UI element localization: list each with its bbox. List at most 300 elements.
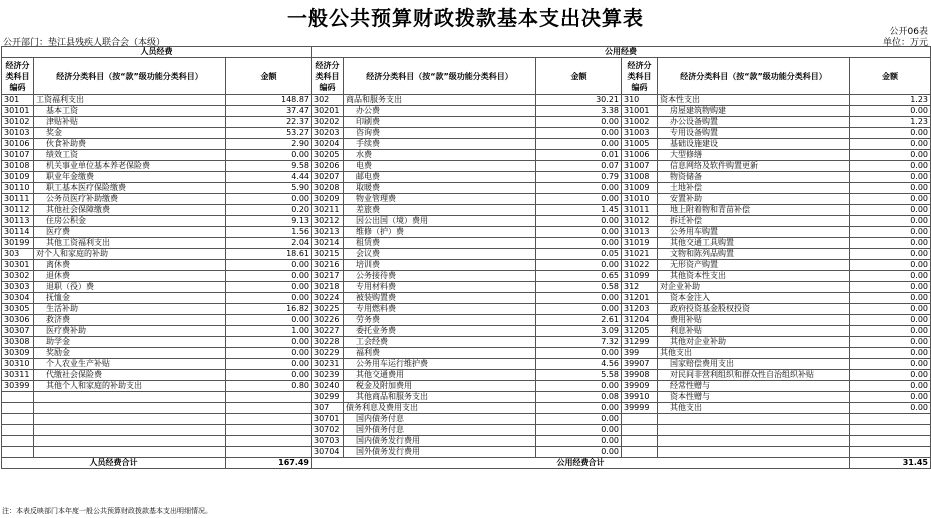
name-cell: 国内债务付息 [344, 414, 536, 425]
name-cell: 其他支出 [658, 348, 850, 359]
code-cell: 31001 [622, 106, 658, 117]
amount-cell: 0.00 [850, 216, 931, 227]
amount-cell: 0.00 [850, 293, 931, 304]
name-cell: 资本性赠与 [658, 392, 850, 403]
table-row [2, 315, 931, 326]
name-cell: 助学金 [34, 337, 226, 348]
code-cell: 30704 [312, 447, 344, 458]
table-row [2, 161, 931, 172]
name-cell: 土地补偿 [658, 183, 850, 194]
code-cell: 30310 [2, 359, 34, 370]
code-cell: 31205 [622, 326, 658, 337]
table-row [2, 337, 931, 348]
code-cell: 31008 [622, 172, 658, 183]
code-cell: 30107 [2, 150, 34, 161]
amount-header: 金额 [850, 58, 931, 95]
code-cell: 30309 [2, 348, 34, 359]
amount-cell: 5.90 [226, 183, 312, 194]
amount-cell: 0.00 [536, 293, 622, 304]
amount-cell: 0.00 [226, 150, 312, 161]
table-row [2, 436, 931, 447]
name-cell: 对企业补助 [658, 282, 850, 293]
name-cell: 其他支出 [658, 403, 850, 414]
code-cell: 30240 [312, 381, 344, 392]
amount-cell: 18.61 [226, 249, 312, 260]
name-cell: 基础设施建设 [658, 139, 850, 150]
name-cell: 办公费 [344, 106, 536, 117]
name-cell: 差旅费 [344, 205, 536, 216]
amount-cell: 0.00 [850, 183, 931, 194]
amount-cell: 0.00 [850, 337, 931, 348]
code-cell: 30228 [312, 337, 344, 348]
code-cell [2, 436, 34, 447]
name-cell: 职业年金缴费 [34, 172, 226, 183]
name-cell: 被装购置费 [344, 293, 536, 304]
name-cell: 取暖费 [344, 183, 536, 194]
code-cell: 31005 [622, 139, 658, 150]
amount-cell: 0.00 [536, 414, 622, 425]
name-cell: 办公设备购置 [658, 117, 850, 128]
name-cell: 地上附着物和青苗补偿 [658, 205, 850, 216]
amount-cell: 0.00 [850, 161, 931, 172]
name-cell: 代缴社会保险费 [34, 370, 226, 381]
table-row [2, 282, 931, 293]
table-row [2, 117, 931, 128]
code-cell: 39999 [622, 403, 658, 414]
name-cell: 退休费 [34, 271, 226, 282]
name-cell: 培训费 [344, 260, 536, 271]
amount-cell: 0.00 [850, 271, 931, 282]
name-cell: 个人农业生产补贴 [34, 359, 226, 370]
table-row [2, 304, 931, 315]
name-cell: 国内债务发行费用 [344, 436, 536, 447]
amount-cell: 0.00 [850, 172, 931, 183]
name-cell: 租赁费 [344, 238, 536, 249]
name-cell: 住房公积金 [34, 216, 226, 227]
code-cell: 30201 [312, 106, 344, 117]
code-cell: 307 [312, 403, 344, 414]
code-cell: 31099 [622, 271, 658, 282]
name-header: 经济分类科目（按“款”级功能分类科目） [344, 58, 536, 95]
name-cell [34, 425, 226, 436]
amount-cell: 1.45 [536, 205, 622, 216]
code-cell: 30110 [2, 183, 34, 194]
amount-cell: 0.00 [850, 194, 931, 205]
amount-cell: 3.38 [536, 106, 622, 117]
table-row [2, 238, 931, 249]
name-cell: 物资储备 [658, 172, 850, 183]
name-cell: 专用燃料费 [344, 304, 536, 315]
form-code: 公开06表 [889, 27, 928, 37]
code-cell: 30101 [2, 106, 34, 117]
amount-cell: 0.00 [226, 271, 312, 282]
code-cell: 30299 [312, 392, 344, 403]
code-cell [2, 392, 34, 403]
code-cell [2, 447, 34, 458]
code-cell: 30209 [312, 194, 344, 205]
table-row [2, 216, 931, 227]
name-cell: 国外债务发行费用 [344, 447, 536, 458]
amount-cell: 53.27 [226, 128, 312, 139]
code-cell [2, 414, 34, 425]
name-cell: 绩效工资 [34, 150, 226, 161]
amount-cell: 3.09 [536, 326, 622, 337]
name-cell [658, 447, 850, 458]
code-cell: 30204 [312, 139, 344, 150]
amount-cell: 0.00 [850, 139, 931, 150]
name-cell: 债务利息及费用支出 [344, 403, 536, 414]
amount-cell: 2.61 [536, 315, 622, 326]
name-cell: 房屋建筑物购建 [658, 106, 850, 117]
amount-cell: 0.00 [536, 403, 622, 414]
name-cell: 其他工资福利支出 [34, 238, 226, 249]
code-cell: 30103 [2, 128, 34, 139]
code-cell: 31011 [622, 205, 658, 216]
amount-cell: 0.00 [536, 260, 622, 271]
code-cell: 30703 [312, 436, 344, 447]
amount-cell: 1.23 [850, 95, 931, 106]
amount-cell: 2.04 [226, 238, 312, 249]
amount-cell: 0.00 [536, 447, 622, 458]
code-cell: 30208 [312, 183, 344, 194]
name-cell: 资本性支出 [658, 95, 850, 106]
name-cell: 国外债务付息 [344, 425, 536, 436]
amount-cell: 1.56 [226, 227, 312, 238]
personnel-total-amount: 167.49 [226, 458, 312, 469]
amount-cell: 0.00 [536, 194, 622, 205]
name-cell: 政府投资基金股权投资 [658, 304, 850, 315]
name-cell: 委托业务费 [344, 326, 536, 337]
amount-header: 金额 [536, 58, 622, 95]
amount-cell: 0.05 [536, 249, 622, 260]
amount-cell: 0.00 [536, 216, 622, 227]
code-cell: 39907 [622, 359, 658, 370]
table-row [2, 271, 931, 282]
name-cell: 离休费 [34, 260, 226, 271]
name-cell: 国家赔偿费用支出 [658, 359, 850, 370]
amount-cell: 0.00 [850, 249, 931, 260]
name-cell: 经常性赠与 [658, 381, 850, 392]
name-cell: 工资福利支出 [34, 95, 226, 106]
name-cell: 专用设备购置 [658, 128, 850, 139]
name-cell: 无形资产购置 [658, 260, 850, 271]
name-cell: 物业管理费 [344, 194, 536, 205]
public-section-header: 公用经费 [312, 47, 931, 58]
amount-cell: 0.00 [536, 436, 622, 447]
code-cell: 30113 [2, 216, 34, 227]
code-cell: 30301 [2, 260, 34, 271]
name-cell: 公务接待费 [344, 271, 536, 282]
name-cell: 费用补贴 [658, 315, 850, 326]
code-cell: 31013 [622, 227, 658, 238]
amount-cell: 0.00 [536, 117, 622, 128]
public-total-label: 公用经费合计 [312, 458, 850, 469]
code-cell: 30701 [312, 414, 344, 425]
name-cell: 文物和陈列品购置 [658, 249, 850, 260]
name-cell: 其他个人和家庭的补助支出 [34, 381, 226, 392]
name-cell: 其他资本性支出 [658, 271, 850, 282]
code-cell: 31203 [622, 304, 658, 315]
amount-cell: 0.00 [536, 227, 622, 238]
public-total-amount: 31.45 [850, 458, 931, 469]
code-cell: 30231 [312, 359, 344, 370]
amount-cell: 0.00 [850, 128, 931, 139]
name-cell [34, 392, 226, 403]
name-cell: 电费 [344, 161, 536, 172]
table-row [2, 139, 931, 150]
amount-cell: 0.00 [226, 337, 312, 348]
name-cell: 利息补贴 [658, 326, 850, 337]
code-cell: 30114 [2, 227, 34, 238]
amount-cell: 0.00 [850, 381, 931, 392]
code-cell: 312 [622, 282, 658, 293]
code-cell [622, 425, 658, 436]
code-cell: 30111 [2, 194, 34, 205]
table-row [2, 370, 931, 381]
code-cell: 39908 [622, 370, 658, 381]
amount-cell: 0.00 [850, 304, 931, 315]
code-cell: 30302 [2, 271, 34, 282]
name-cell: 对个人和家庭的补助 [34, 249, 226, 260]
amount-cell: 0.00 [850, 370, 931, 381]
amount-cell: 0.00 [850, 403, 931, 414]
code-cell: 31003 [622, 128, 658, 139]
table-row [2, 359, 931, 370]
amount-cell: 0.00 [850, 260, 931, 271]
code-cell [622, 436, 658, 447]
amount-cell: 1.00 [226, 326, 312, 337]
amount-header: 金额 [226, 58, 312, 95]
table-row [2, 205, 931, 216]
amount-cell: 0.00 [850, 392, 931, 403]
amount-cell: 16.82 [226, 304, 312, 315]
name-cell: 因公出国（境）费用 [344, 216, 536, 227]
code-cell: 31007 [622, 161, 658, 172]
code-cell: 30226 [312, 315, 344, 326]
code-cell: 310 [622, 95, 658, 106]
name-header: 经济分类科目（按“款”级功能分类科目） [658, 58, 850, 95]
code-cell: 303 [2, 249, 34, 260]
amount-cell: 7.32 [536, 337, 622, 348]
code-cell: 31022 [622, 260, 658, 271]
code-cell: 31010 [622, 194, 658, 205]
name-cell: 救济费 [34, 315, 226, 326]
name-header: 经济分类科目（按“款”级功能分类科目） [34, 58, 226, 95]
personnel-total-label: 人员经费合计 [2, 458, 226, 469]
code-cell: 39909 [622, 381, 658, 392]
department-label: 公开部门：垫江县残疾人联合会（本级） [3, 38, 166, 48]
name-cell: 公务用车运行维护费 [344, 359, 536, 370]
name-cell: 其他交通费用 [344, 370, 536, 381]
code-cell: 302 [312, 95, 344, 106]
name-cell: 医疗费补助 [34, 326, 226, 337]
amount-cell: 4.44 [226, 172, 312, 183]
amount-cell: 0.00 [850, 315, 931, 326]
amount-cell: 148.87 [226, 95, 312, 106]
name-cell: 伙食补助费 [34, 139, 226, 150]
name-cell: 劳务费 [344, 315, 536, 326]
name-cell: 公务用车购置 [658, 227, 850, 238]
code-cell: 30102 [2, 117, 34, 128]
name-cell [658, 436, 850, 447]
name-cell: 其他社会保障缴费 [34, 205, 226, 216]
table-row [2, 293, 931, 304]
name-cell: 印刷费 [344, 117, 536, 128]
amount-cell: 0.00 [226, 348, 312, 359]
code-cell: 30108 [2, 161, 34, 172]
amount-cell: 0.65 [536, 271, 622, 282]
code-cell: 30212 [312, 216, 344, 227]
code-cell: 30214 [312, 238, 344, 249]
name-cell: 奖金 [34, 128, 226, 139]
amount-cell: 4.56 [536, 359, 622, 370]
name-cell [34, 447, 226, 458]
name-cell: 抚恤金 [34, 293, 226, 304]
name-cell: 手续费 [344, 139, 536, 150]
code-cell: 30227 [312, 326, 344, 337]
code-cell: 30106 [2, 139, 34, 150]
amount-cell: 0.00 [850, 282, 931, 293]
name-cell: 其他对企业补助 [658, 337, 850, 348]
name-cell: 公务员医疗补助缴费 [34, 194, 226, 205]
amount-cell: 5.58 [536, 370, 622, 381]
name-cell [658, 425, 850, 436]
code-header: 经济分类科目编码 [312, 58, 344, 95]
code-cell: 399 [622, 348, 658, 359]
unit-label: 单位：万元 [882, 38, 928, 48]
amount-cell: 2.90 [226, 139, 312, 150]
name-cell: 邮电费 [344, 172, 536, 183]
amount-cell: 0.00 [226, 359, 312, 370]
code-cell: 30211 [312, 205, 344, 216]
name-cell [34, 436, 226, 447]
name-cell: 税金及附加费用 [344, 381, 536, 392]
code-cell: 30239 [312, 370, 344, 381]
code-cell: 30702 [312, 425, 344, 436]
code-cell: 30206 [312, 161, 344, 172]
amount-cell: 30.21 [536, 95, 622, 106]
code-cell: 30224 [312, 293, 344, 304]
table-row [2, 414, 931, 425]
amount-cell: 0.00 [850, 150, 931, 161]
name-cell: 其他商品和服务支出 [344, 392, 536, 403]
table-row [2, 183, 931, 194]
expenditure-table [1, 46, 931, 469]
code-cell: 30205 [312, 150, 344, 161]
personnel-section-header: 人员经费 [2, 47, 312, 58]
code-cell: 31201 [622, 293, 658, 304]
name-cell: 奖励金 [34, 348, 226, 359]
code-header: 经济分类科目编码 [2, 58, 34, 95]
table-row [2, 425, 931, 436]
table-row [2, 348, 931, 359]
amount-cell: 0.00 [226, 315, 312, 326]
code-cell: 30311 [2, 370, 34, 381]
table-row [2, 150, 931, 161]
name-cell: 工会经费 [344, 337, 536, 348]
amount-cell [226, 436, 312, 447]
name-cell [658, 414, 850, 425]
code-cell: 30229 [312, 348, 344, 359]
table-row [2, 95, 931, 106]
code-cell: 30202 [312, 117, 344, 128]
name-cell: 大型修缮 [658, 150, 850, 161]
name-cell: 专用材料费 [344, 282, 536, 293]
amount-cell: 0.00 [536, 183, 622, 194]
amount-cell: 0.00 [226, 282, 312, 293]
name-cell [34, 403, 226, 414]
amount-cell: 0.00 [536, 348, 622, 359]
table-row [2, 447, 931, 458]
name-cell [34, 414, 226, 425]
amount-cell [226, 403, 312, 414]
table-row [2, 326, 931, 337]
code-cell: 301 [2, 95, 34, 106]
amount-cell: 0.00 [850, 359, 931, 370]
amount-cell: 0.00 [226, 293, 312, 304]
amount-cell [226, 447, 312, 458]
amount-cell: 37.47 [226, 106, 312, 117]
table-row [2, 106, 931, 117]
amount-cell: 1.23 [850, 117, 931, 128]
amount-cell: 0.00 [850, 326, 931, 337]
code-cell: 30207 [312, 172, 344, 183]
amount-cell: 0.79 [536, 172, 622, 183]
code-cell: 30213 [312, 227, 344, 238]
amount-cell: 0.00 [536, 128, 622, 139]
name-cell: 商品和服务支出 [344, 95, 536, 106]
table-row [2, 260, 931, 271]
code-cell: 30199 [2, 238, 34, 249]
amount-cell: 0.00 [850, 205, 931, 216]
table-row [2, 381, 931, 392]
amount-cell [226, 425, 312, 436]
code-cell: 31012 [622, 216, 658, 227]
table-row [2, 227, 931, 238]
code-cell: 30203 [312, 128, 344, 139]
amount-cell: 0.00 [850, 227, 931, 238]
page-title: 一般公共预算财政拨款基本支出决算表 [287, 6, 644, 30]
name-cell: 咨询费 [344, 128, 536, 139]
code-cell: 30307 [2, 326, 34, 337]
name-cell: 安置补助 [658, 194, 850, 205]
amount-cell: 0.00 [536, 139, 622, 150]
code-cell: 30303 [2, 282, 34, 293]
name-cell: 资本金注入 [658, 293, 850, 304]
amount-cell: 0.00 [850, 238, 931, 249]
name-cell: 福利费 [344, 348, 536, 359]
code-cell: 30109 [2, 172, 34, 183]
amount-cell: 0.00 [226, 370, 312, 381]
amount-cell: 0.58 [536, 282, 622, 293]
code-cell: 30216 [312, 260, 344, 271]
amount-cell: 22.37 [226, 117, 312, 128]
code-cell: 30112 [2, 205, 34, 216]
code-cell: 30225 [312, 304, 344, 315]
name-cell: 水费 [344, 150, 536, 161]
code-cell: 30217 [312, 271, 344, 282]
amount-cell: 0.00 [850, 106, 931, 117]
code-cell: 30215 [312, 249, 344, 260]
code-cell [622, 447, 658, 458]
name-cell: 职工基本医疗保险缴费 [34, 183, 226, 194]
amount-cell: 9.58 [226, 161, 312, 172]
name-cell: 对民间非营利组织和群众性自治组织补贴 [658, 370, 850, 381]
name-cell: 拆迁补偿 [658, 216, 850, 227]
table-row [2, 172, 931, 183]
code-cell [622, 414, 658, 425]
code-cell: 31002 [622, 117, 658, 128]
